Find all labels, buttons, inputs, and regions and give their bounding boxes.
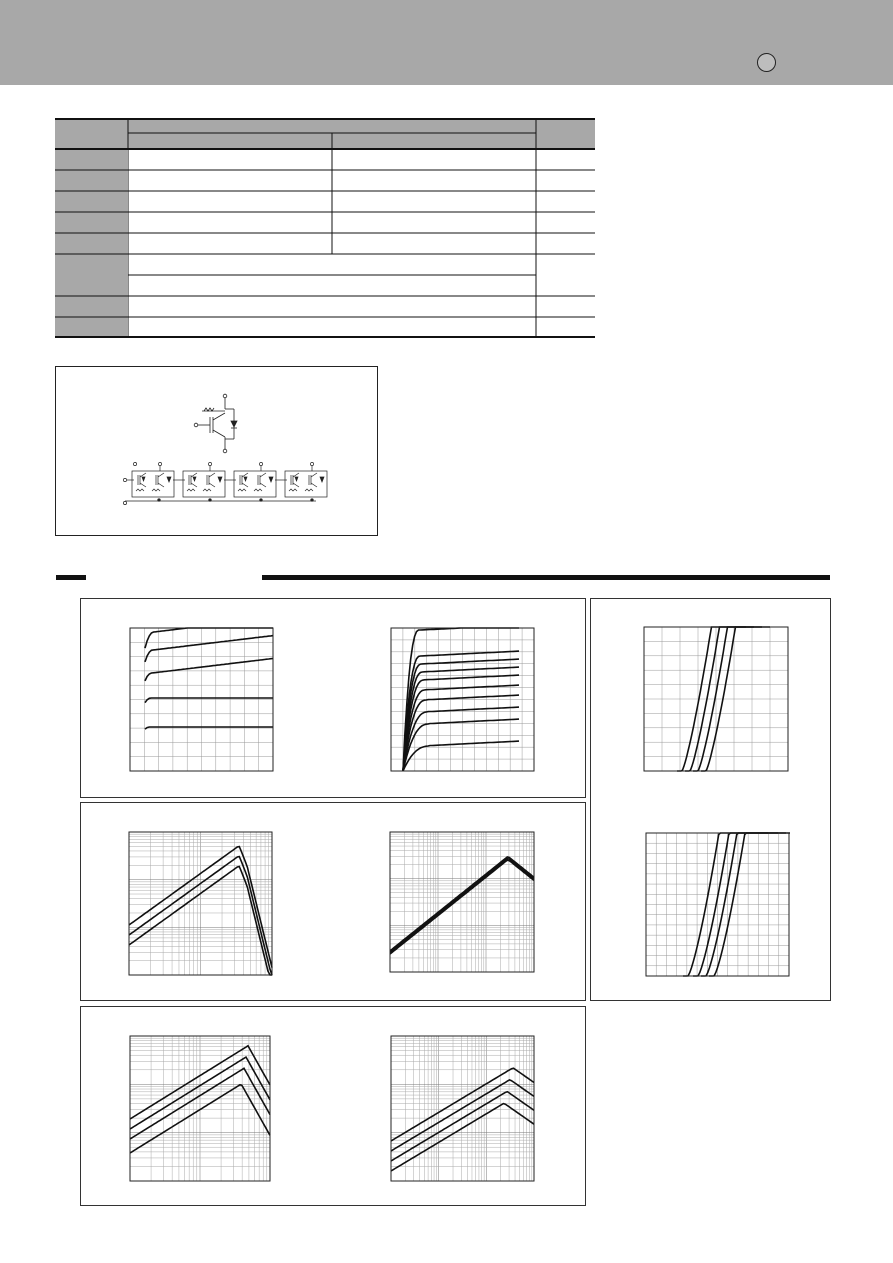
- curve: [403, 695, 519, 771]
- plot-area: [643, 626, 789, 772]
- curve: [403, 675, 519, 771]
- section-rule-right: [262, 575, 830, 580]
- chart-switching-2: [389, 831, 535, 973]
- curve: [145, 659, 273, 681]
- plot-area: [389, 831, 535, 973]
- equivalent-circuit-box: [55, 366, 378, 536]
- section-rule-left: [56, 575, 86, 580]
- igbt-symbol-icon: [194, 394, 237, 453]
- plot-area: [645, 832, 790, 977]
- quad-igbt-module-icon: [123, 462, 327, 504]
- curve: [391, 1092, 534, 1161]
- curve: [403, 651, 519, 771]
- chart-capacitance-1: [129, 1035, 271, 1182]
- curve: [145, 636, 273, 662]
- curve: [403, 741, 519, 771]
- chart-transfer-1: [643, 626, 789, 772]
- curve: [390, 860, 534, 954]
- chart-switching-1: [128, 831, 273, 976]
- chart-output-2: [390, 627, 535, 772]
- curve: [390, 859, 534, 953]
- plot-frame: [390, 832, 534, 972]
- spec-table: [55, 118, 595, 338]
- plot-area: [390, 1035, 535, 1182]
- curve: [145, 698, 273, 703]
- circle-mark-icon: [757, 53, 776, 72]
- chart-capacitance-2: [390, 1035, 535, 1182]
- chart-transfer-2: [645, 832, 790, 977]
- circuit-diagram: [56, 367, 377, 535]
- plot-area: [129, 627, 274, 772]
- chart-output-1: [129, 627, 274, 772]
- plot-area: [390, 627, 535, 772]
- curve: [403, 667, 519, 771]
- header-bar: [0, 0, 893, 85]
- plot-area: [128, 831, 273, 976]
- curve: [391, 1068, 534, 1141]
- plot-area: [129, 1035, 271, 1182]
- curve: [403, 707, 519, 771]
- curve: [403, 719, 519, 771]
